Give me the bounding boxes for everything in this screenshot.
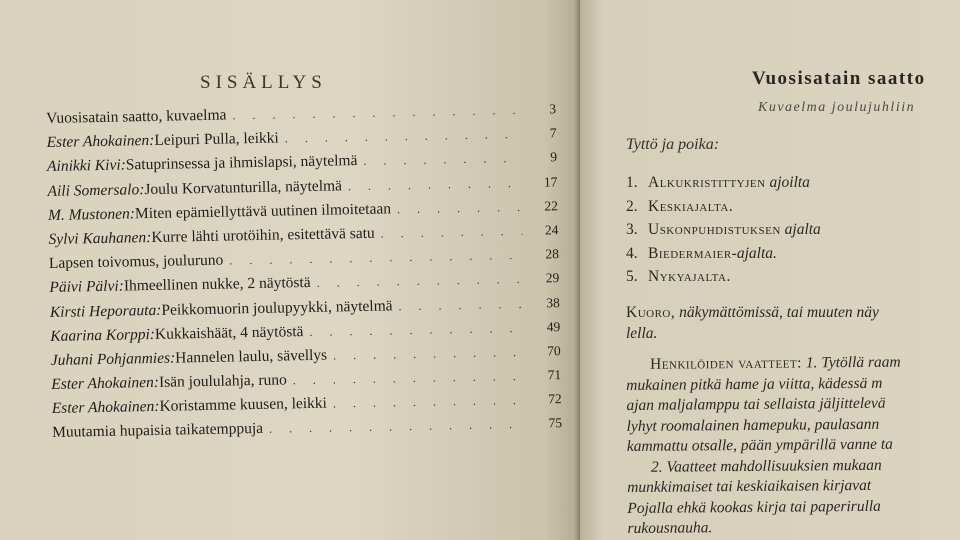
toc-leader-dots (397, 200, 522, 217)
toc-entry-author: Juhani Pohjanmies: (50, 349, 176, 369)
toc-entry-page: 70 (547, 343, 561, 359)
clothes-text: kammattu otsalle, pään ympärillä vanne ta (626, 435, 893, 455)
toc-entry-author: Ester Ahokainen: (51, 398, 160, 418)
toc-entry-title: Vuosisatain saatto, kuvaelma (46, 106, 227, 127)
toc-leader-dots (317, 272, 524, 291)
toc-entry-page: 71 (547, 367, 562, 383)
chapter-page (580, 0, 960, 540)
era-list (626, 174, 821, 292)
era-item (626, 198, 821, 222)
era-number: 1. (626, 174, 638, 191)
clothes-text: rukousnauha. (627, 519, 713, 537)
choir-text: lella. (626, 325, 658, 342)
era-name: Keskiajalta (648, 197, 729, 215)
toc-entry-page: 22 (544, 197, 559, 214)
toc-heading: SISÄLLYS (200, 72, 327, 93)
toc-entry-page: 17 (543, 173, 558, 190)
toc-entry-page: 7 (549, 125, 557, 141)
toc-leader-dots (229, 248, 523, 269)
toc-entry-title: Leipuri Pulla, leikki (154, 129, 279, 150)
toc-entry-page: 72 (547, 391, 562, 407)
era-number: 5. (626, 268, 638, 285)
toc-entry-title: Koristamme kuusen, leikki (159, 394, 328, 416)
toc-entry-title: Muutamia hupaisia taikatemppuja (52, 420, 264, 442)
toc-entry-title: Joulu Korvatunturilla, näytelmä (144, 176, 343, 198)
toc-entry-author: Aili Somersalo: (47, 180, 145, 200)
toc-entry-title: Satuprinsessa ja ihmislapsi, näytelmä (125, 152, 358, 174)
era-name: Alkukristittyjen (648, 174, 766, 191)
toc-entry-title: Isän joululahja, runo (158, 371, 288, 391)
toc-entry-author: Päivi Pälvi: (49, 277, 125, 297)
toc-leader-dots (348, 175, 522, 193)
characters-intro: Tyttö ja poika: (626, 136, 720, 153)
era-number: 2. (626, 197, 638, 215)
toc-leader-dots (333, 393, 526, 412)
era-name: Uskonpuhdistuksen (648, 221, 781, 238)
toc-entry-page: 9 (550, 149, 558, 165)
era-item (626, 174, 821, 198)
era-suffix: . (726, 268, 731, 285)
toc-leader-dots (232, 103, 520, 124)
toc-leader-dots (333, 345, 525, 364)
chapter-title: Vuosisatain saatto (752, 68, 926, 89)
era-name: Biedermaier (648, 244, 732, 262)
era-item (626, 245, 821, 269)
toc-entry-page: 28 (545, 246, 559, 262)
clothes-text: mukainen pitkä hame ja viitta, kädessä m (626, 374, 883, 394)
toc-entry-title: Peikkomuorin joulupyykki, näytelmä (161, 296, 393, 319)
toc-entry-title: Kurre lähti urotöihin, esitettävä satu (151, 224, 375, 246)
clothes-text: 1. Tytöllä raam (801, 353, 901, 372)
clothes-text: lyhyt roomalainen hamepuku, paulasann (626, 415, 880, 435)
toc-leader-dots (285, 127, 521, 147)
toc-leader-dots (269, 417, 526, 437)
toc-entry-title: Lapsen toivomus, jouluruno (48, 251, 224, 273)
toc-entry-author: Kaarina Korppi: (50, 325, 156, 345)
toc-entry-author: Sylvi Kauhanen: (48, 228, 152, 248)
chapter-subtitle: Kuvaelma joulujuhliin (758, 100, 916, 115)
era-number: 3. (626, 221, 638, 238)
toc-list (46, 100, 562, 448)
toc-entry-author: Ester Ahokainen: (46, 132, 155, 152)
toc-entry-author: Kirsti Heporauta: (49, 301, 162, 321)
era-suffix: -ajalta. (731, 244, 777, 262)
clothes-label: Henkilöiden vaatteet: (650, 354, 803, 373)
toc-entry-title: Miten epämiellyttävä uutinen ilmoitetaan (134, 200, 392, 223)
toc-leader-dots (381, 224, 523, 242)
toc-entry-page: 29 (545, 270, 560, 286)
toc-entry-author: Ainikki Kivi: (46, 156, 127, 176)
toc-entry-page: 24 (544, 222, 559, 238)
toc-entry-page: 49 (546, 318, 561, 335)
clothes-text: ajan maljalamppu tai sellaista jäljittelevä (626, 394, 886, 414)
toc-leader-dots (363, 151, 521, 169)
era-name: Nykyajalta (648, 268, 727, 285)
era-item (626, 221, 821, 245)
era-suffix: ajoilta (765, 174, 810, 191)
choir-text: näkymättömissä, tai muuten näy (675, 304, 879, 321)
toc-leader-dots (309, 321, 524, 340)
toc-entry-title: Kukkaishäät, 4 näytöstä (154, 322, 304, 343)
toc-leader-dots (398, 296, 524, 313)
era-item (626, 268, 821, 292)
era-suffix: . (728, 197, 733, 215)
choir-label: Kuoro, (626, 304, 676, 321)
toc-entry-author: M. Mustonen: (47, 205, 136, 224)
era-number: 4. (626, 244, 638, 262)
clothes-text: Pojalla ehkä kookas kirja tai paperirulla (627, 497, 881, 517)
era-suffix: ajalta (780, 221, 821, 238)
clothes-text: munkkimaiset tai keskiaikaisen kirjavat (627, 476, 872, 496)
clothes-text: 2. Vaatteet mahdollisuuksien mukaan (650, 456, 882, 476)
toc-entry-author: Ester Ahokainen: (51, 373, 160, 394)
toc-entry-page: 3 (549, 101, 557, 117)
toc-entry-page: 38 (546, 294, 560, 310)
toc-entry-title: Hannelen laulu, sävellys (175, 346, 328, 367)
toc-entry-page: 75 (548, 415, 563, 431)
toc-entry-title: Ihmeellinen nukke, 2 näytöstä (123, 274, 311, 295)
toc-leader-dots (293, 369, 526, 388)
clothes-paragraph (626, 352, 960, 540)
choir-paragraph (626, 302, 960, 344)
